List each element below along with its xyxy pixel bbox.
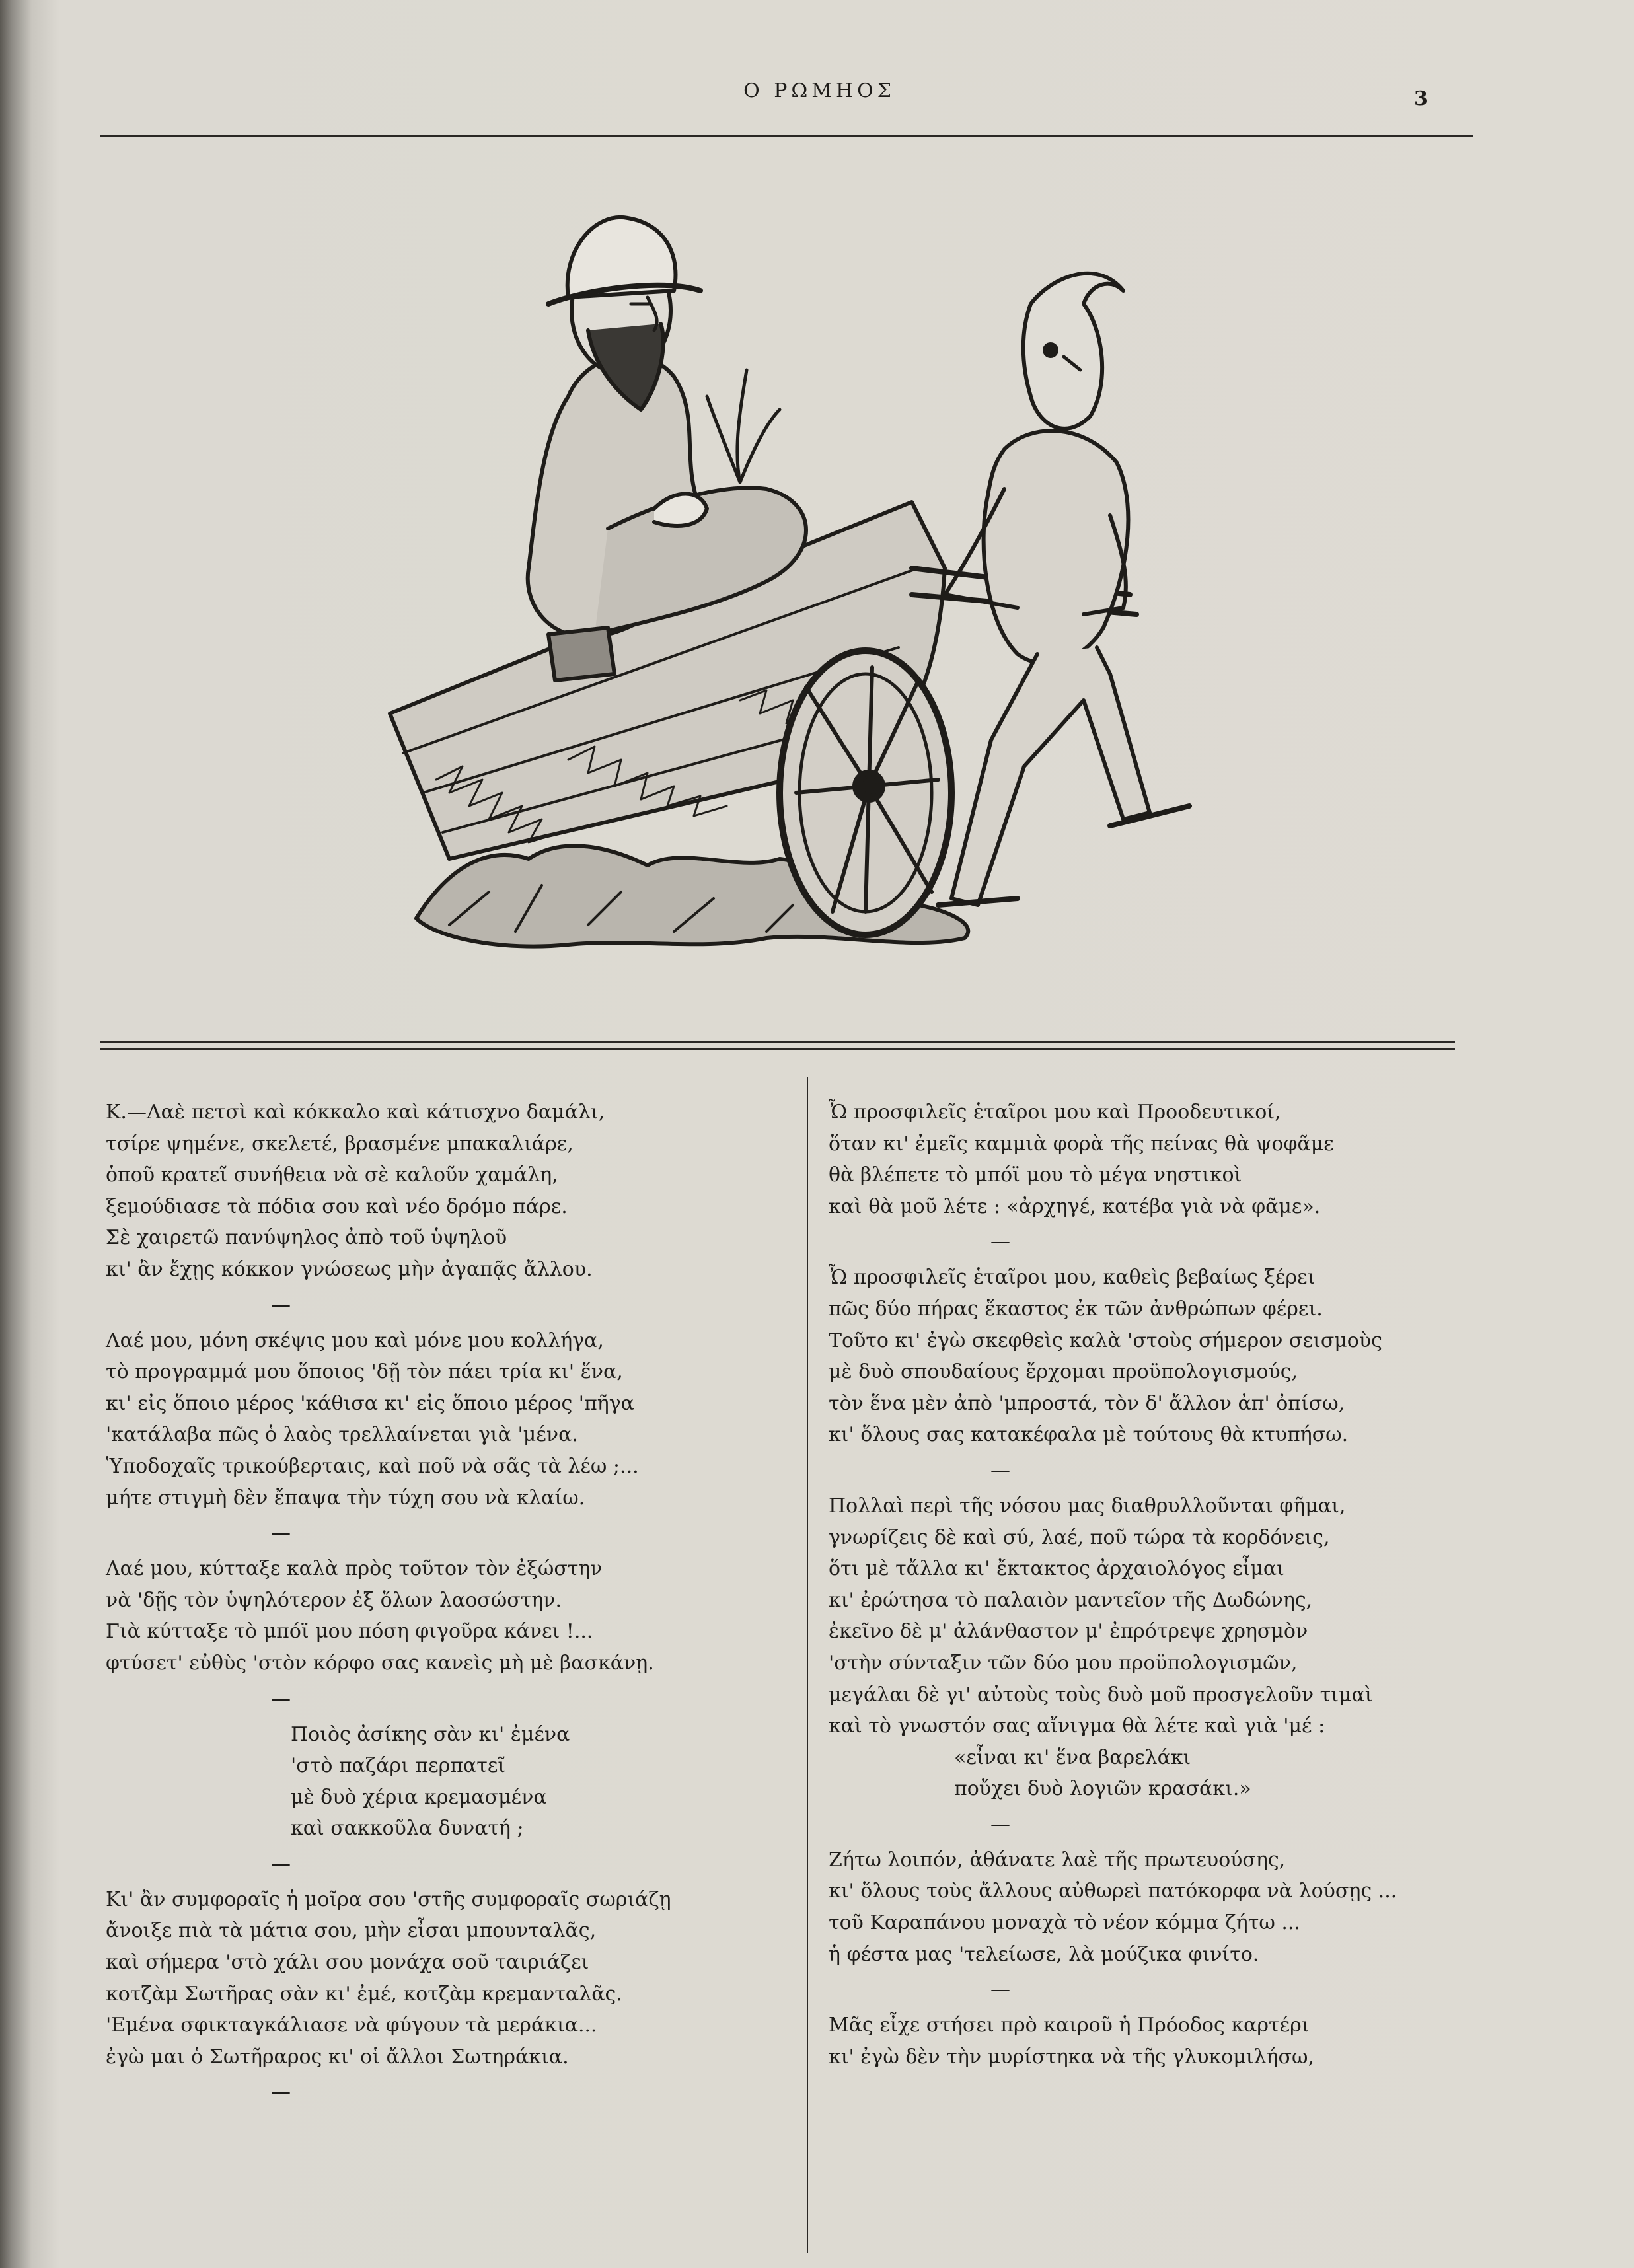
verse-line: ἡ φέστα μας 'τελείωσε, λὰ μούζικα φινίτο. <box>829 1942 1259 1966</box>
stanza-separator: — <box>271 1687 291 1710</box>
verse-line: Ὦ προσφιλεῖς ἑταῖροι μου, καθεὶς βεβαίως ξέρει <box>829 1266 1316 1290</box>
verse-line: τοῦ Καραπάνου μοναχὰ τὸ νέον κόμμα ζήτω ... <box>829 1911 1300 1935</box>
verse-line: «εἶναι κι' ἕνα βαρελάκι <box>954 1745 1191 1769</box>
stanza <box>106 1553 793 1679</box>
verse-line: καὶ θὰ μοῦ λέτε : «ἀρχηγέ, κατέβα γιὰ νὰ φᾶμε». <box>829 1194 1321 1218</box>
verse-line: ξεμούδιασε τὰ πόδια σου καὶ νέο δρόμο πάρε. <box>106 1194 568 1218</box>
verse-line: ἐκεῖνο δὲ μ' ἀλάνθαστον μ' ἐπρότρεψε χρησμὸν <box>829 1620 1308 1644</box>
stanza <box>829 1097 1489 1222</box>
verse-line: Κ.—Λαὲ πετσὶ καὶ κόκκαλο καὶ κάτισχνο δαμάλι, <box>106 1101 605 1124</box>
verse-line: μεγάλαι δὲ γι' αὐτοὺς τοὺς δυὸ μοῦ προσγελοῦν τιμαὶ <box>829 1683 1373 1706</box>
stanza-separator: — <box>271 1852 291 1876</box>
verse-line: ἄνοιξε πιὰ τὰ μάτια σου, μὴν εἶσαι μπουνταλᾶς, <box>106 1919 597 1943</box>
verse-line: Πολλαὶ περὶ τῆς νόσου μας διαθρυλλοῦνται φῆμαι, <box>829 1494 1346 1518</box>
verse-line: 'κατάλαβα πῶς ὁ λαὸς τρελλαίνεται γιὰ 'μένα. <box>106 1423 578 1447</box>
verse-line: κι' ὅλους τοὺς ἄλλους αὐθωρεὶ πατόκορφα νὰ λούσῃς ... <box>829 1880 1397 1903</box>
verse-line: νὰ 'δῇς τὸν ὑψηλότερον ἐξ ὅλων λαοσώστην. <box>106 1588 562 1612</box>
verse-line: θὰ βλέπετε τὸ μπόϊ μου τὸ μέγα νηστικοὶ <box>829 1163 1242 1187</box>
verse-line: Ὑποδοχαῖς τρικούβερταις, καὶ ποῦ νὰ σᾶς τὰ λέω ;... <box>106 1454 639 1478</box>
stanza-separator: — <box>990 1978 1010 2002</box>
stanza <box>829 1262 1489 1451</box>
verse-line: τὸ προγραμμά μου ὅποιος 'δῇ τὸν πάει τρία κι' ἕνα, <box>106 1360 623 1384</box>
stanza <box>106 1884 793 2073</box>
stanza <box>829 2010 1489 2072</box>
verse-line: Λαέ μου, κύτταξε καλὰ πρὸς τοῦτον τὸν ἐξώστην <box>106 1557 603 1581</box>
verse-line: κι' ἐρώτησα τὸ παλαιὸν μαντεῖον τῆς Δωδώνης, <box>829 1588 1313 1612</box>
section-rule-thin <box>100 1048 1455 1050</box>
stanza <box>106 1719 793 1845</box>
verse-line: 'Εμένα σφικταγκάλιασε νὰ φύγουν τὰ μεράκια... <box>106 2014 597 2037</box>
verse-line: κοτζὰμ Σωτῆρας σὰν κι' ἐμέ, κοτζὰμ κρεμανταλᾶς. <box>106 1982 622 2006</box>
section-rule <box>100 1041 1455 1043</box>
verse-line: Ζήτω λοιπόν, ἀθάνατε λαὲ τῆς πρωτευούσης, <box>829 1848 1286 1872</box>
pulling-figure <box>938 274 1189 905</box>
verse-line: Μᾶς εἶχε στήσει πρὸ καιροῦ ἡ Πρόοδος καρτέρι <box>829 2014 1310 2037</box>
stanza-separator: — <box>271 1293 291 1317</box>
verse-line: Ὦ προσφιλεῖς ἑταῖροι μου καὶ Προοδευτικοί, <box>829 1101 1281 1124</box>
verse-line: καὶ σακκοῦλα δυνατή ; <box>291 1817 524 1841</box>
cart-wheel <box>780 651 951 935</box>
stanza-separator: — <box>990 1458 1010 1482</box>
stanza-separator: — <box>990 1812 1010 1836</box>
header-rule <box>100 135 1473 137</box>
verse-line: κι' ἐγὼ δὲν τὴν μυρίστηκα νὰ τῆς γλυκομιλήσω, <box>829 2045 1314 2068</box>
verse-line: Κι' ἂν συμφοραῖς ἡ μοῖρα σου 'στῆς συμφοραῖς σωριάζῃ <box>106 1887 671 1911</box>
verse-line: καὶ τὸ γνωστόν σας αἴνιγμα θὰ λέτε καὶ γιὰ 'μέ : <box>829 1714 1325 1738</box>
stanza <box>829 1490 1489 1805</box>
stanza-separator: — <box>990 1230 1010 1254</box>
verse-line: κι' εἰς ὅποιο μέρος 'κάθισα κι' εἰς ὅποιο μέρος 'πῆγα <box>106 1391 634 1415</box>
stanza <box>106 1097 793 1286</box>
verse-line: ποὔχει δυὸ λογιῶν κρασάκι.» <box>954 1777 1251 1801</box>
verse-line: ὅταν κι' ἐμεῖς καμμιὰ φορὰ τῆς πείνας θὰ ψοφᾶμε <box>829 1132 1334 1155</box>
stanza <box>106 1325 793 1514</box>
verse-line: ὁποῦ κρατεῖ συνήθεια νὰ σὲ καλοῦν χαμάλη, <box>106 1163 558 1187</box>
verse-line: Γιὰ κύτταξε τὸ μπόϊ μου πόση φιγοῦρα κάνει !... <box>106 1620 593 1644</box>
newspaper-title: Ο ΡΩΜΗΟΣ <box>743 79 895 102</box>
verse-line: κι' ἂν ἔχῃς κόκκον γνώσεως μὴν ἀγαπᾷς ἄλλου. <box>106 1257 593 1281</box>
right-column <box>829 1097 1489 2072</box>
verse-line: Ποιὸς ἀσίκης σὰν κι' ἐμένα <box>291 1722 570 1746</box>
stanza <box>829 1845 1489 1970</box>
column-divider <box>807 1077 808 2253</box>
verse-line: Λαέ μου, μόνη σκέψις μου καὶ μόνε μου κολλήγα, <box>106 1329 604 1352</box>
verse-line: μήτε στιγμὴ δὲν ἔπαψα τὴν τύχη σου νὰ κλαίω. <box>106 1486 585 1510</box>
verse-line: τὸν ἕνα μὲν ἀπὸ 'μπροστά, τὸν δ' ἄλλον ἀπ' ὀπίσω, <box>829 1391 1345 1415</box>
verse-line: γνωρίζεις δὲ καὶ σύ, λαέ, ποῦ τώρα τὰ κορδόνεις, <box>829 1525 1330 1549</box>
page-number: 3 <box>1414 87 1428 110</box>
verse-line: τσίρε ψημένε, σκελετέ, βρασμένε μπακαλιάρε, <box>106 1132 574 1155</box>
cartoon-illustration <box>370 198 1269 1004</box>
left-column <box>106 1097 793 2112</box>
verse-line: ἐγὼ μαι ὁ Σωτῆραρος κι' οἱ ἄλλοι Σωτηράκια. <box>106 2045 569 2068</box>
verse-line: Σὲ χαιρετῶ πανύψηλος ἀπὸ τοῦ ὑψηλοῦ <box>106 1226 507 1250</box>
verse-line: 'στὸ παζάρι περπατεῖ <box>291 1754 506 1778</box>
verse-line: ὅτι μὲ τἄλλα κι' ἔκτακτος ἀρχαιολόγος εἶμαι <box>829 1557 1284 1581</box>
stanza-separator: — <box>271 2080 291 2104</box>
stanza-separator: — <box>271 1521 291 1545</box>
verse-line: μὲ δυὸ σπουδαίους ἔρχομαι προϋπολογισμούς, <box>829 1360 1298 1384</box>
verse-line: φτύσετ' εὐθὺς 'στὸν κόρφο σας κανεὶς μὴ μὲ βασκάνῃ. <box>106 1651 654 1675</box>
verse-line: μὲ δυὸ χέρια κρεμασμένα <box>291 1785 547 1809</box>
verse-line: Τοῦτο κι' ἐγὼ σκεφθεὶς καλὰ 'στοὺς σήμερον σεισμοὺς <box>829 1329 1382 1352</box>
verse-line: 'στὴν σύνταξιν τῶν δύο μου προϋπολογισμῶν, <box>829 1651 1298 1675</box>
verse-line: καὶ σήμερα 'στὸ χάλι σου μονάχα σοῦ ταιριάζει <box>106 1951 589 1975</box>
verse-line: πῶς δύο πήρας ἕκαστος ἐκ τῶν ἀνθρώπων φέρει. <box>829 1297 1323 1321</box>
verse-line: κι' ὅλους σας κατακέφαλα μὲ τούτους θὰ κτυπήσω. <box>829 1423 1349 1447</box>
